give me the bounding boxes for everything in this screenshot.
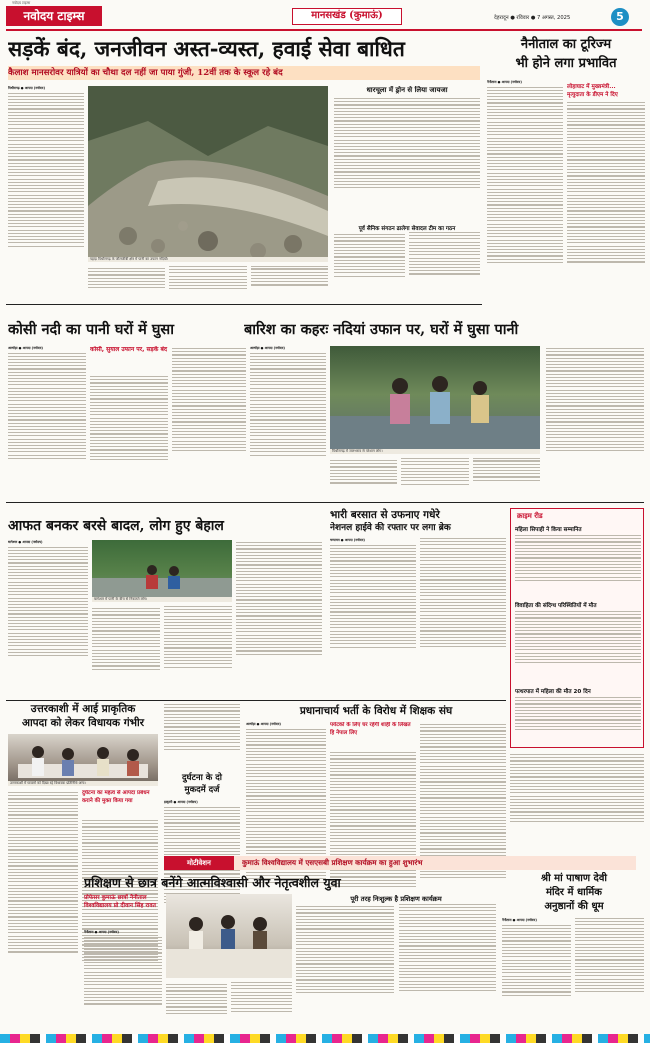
tourism-side-head: लोहाघाट में मुख्यमंत्री... <box>567 84 616 90</box>
rain-body-under-photo <box>330 458 540 498</box>
divider-3 <box>6 700 506 701</box>
brand-logo[interactable]: नवोदय टाइम्स <box>6 6 102 26</box>
motivation-strip <box>164 856 636 870</box>
river-landscape-illustration <box>88 86 328 262</box>
temple-headline-2: मंदिर में धार्मिक <box>546 887 602 898</box>
mla-body <box>8 790 78 1018</box>
bunker-photo-caption: बागेश्वर में पानी के बीच से निकलते लोग। <box>92 597 232 602</box>
kosi-body-col3 <box>172 346 246 498</box>
training-box-head: पूरी तरह निःशुल्क है प्रशिक्षण कार्यक्रम <box>350 895 442 903</box>
dowry-intro <box>164 702 240 768</box>
tourism-side-head-2: मृत्युदाता के डीएम ने दिए <box>567 92 618 98</box>
bunker-photo[interactable] <box>92 540 232 602</box>
training-body-col1 <box>84 930 162 1030</box>
training-body-right <box>296 904 496 1030</box>
crime-item-2-body <box>515 609 641 683</box>
teacher-dateline: अल्मोड़ा ● आपदा (नवोदय) <box>246 722 281 726</box>
temple-dateline: नैनीताल ● आपदा (नवोदय) <box>502 918 537 922</box>
teacher-boxed-head: पर्यटकों के लिए घर रहेगी शाही के लिखत हि नेपाल लिए <box>330 722 411 736</box>
crime-read-label: क्राइम रीड <box>517 512 543 520</box>
mla-boxed-head: दुर्घटना का महत्व से आपदा प्रबंधन कराने की मुक्त किया गया <box>82 790 150 804</box>
highway-body <box>330 538 506 696</box>
dowry-headline-2: मुकदमें दर्ज <box>184 785 220 795</box>
flood-people-illustration <box>330 346 540 454</box>
lead-dateline: पिथौरागढ़ ● आपदा (नवोदय) <box>8 86 45 90</box>
crime-item-3: पत्थरपात में महिला की मौत 20 दिन <box>515 689 591 695</box>
lead-subheadline: कैलाश मानसरोवर यात्रियों का चौथा दल नहीं जा पाया गुंजी, 12वीं तक के स्कूल रहे बंद <box>8 66 480 80</box>
crime-item-1-body <box>515 533 641 597</box>
masthead <box>0 0 650 30</box>
tourism-headline-2: भी होने लगा प्रभावित <box>515 56 617 71</box>
kosi-boxed-head: कोसी, सुयाल उफान पर, सड़कें बंद <box>90 346 168 353</box>
highway-headline-1: भारी बरसात से उफनाए गधेरे <box>330 509 440 521</box>
training-headline: प्रशिक्षण से छात्र बनेंगे आत्मविश्वासी और नेतृत्वशील युवा <box>84 875 341 890</box>
bunker-body-col2 <box>92 606 232 696</box>
teacher-headline: प्रधानाचार्य भर्ती के विरोध में शिक्षक संघ <box>299 705 453 717</box>
divider-1 <box>6 304 482 305</box>
dowry-dateline: हल्द्वानी ● आपदा (नवोदय) <box>164 800 198 804</box>
right-column-lower <box>510 752 644 848</box>
lead-photo[interactable] <box>88 86 328 262</box>
temple-headline-1: श्री मां पाषाण देवी <box>540 873 607 884</box>
tourism-body-col2 <box>567 100 645 328</box>
motivation-label: मोटीवेशन <box>164 856 234 870</box>
rain-dateline: अल्मोड़ा ● आपदा (नवोदय) <box>250 346 285 350</box>
temple-headline-3: अनुष्ठानों की धूम <box>544 901 604 912</box>
mla-photo[interactable] <box>8 734 158 786</box>
mla-headline-1: उत्तरकाशी में आई प्राकृतिक <box>30 703 136 715</box>
section-title: मानसखंड (कुमाऊं) <box>292 8 402 25</box>
brand-small: नवोदय टाइम्स <box>12 1 31 5</box>
rain-body-col1 <box>250 346 326 498</box>
rain-headline: बारिश का कहरः नदियां उफान पर, घरों में घुसा पानी <box>244 321 519 338</box>
bunker-headline: आफत बनकर बरसे बादल, लोग हुए बेहाल <box>8 518 224 534</box>
crime-item-1: महिला सिपाही ने किया सम्मानित <box>515 527 582 533</box>
drone-story-body <box>334 96 480 226</box>
motivation-text: कुमाऊं विश्वविद्यालय में एसएसबी प्रशिक्षण कार्यक्रम का हुआ शुभारंभ <box>242 858 423 867</box>
kosi-dateline: अल्मोड़ा ● आपदा (नवोदय) <box>8 346 43 350</box>
bunker-dateline: बागेश्वर ● आपदा (नवोदय) <box>8 540 43 544</box>
training-photo[interactable] <box>166 894 292 978</box>
crime-read-box <box>510 508 644 748</box>
highway-headline-2: नेशनल हाईवे की रफ्तार पर लगा ब्रेक <box>330 523 451 533</box>
drone-story-headline: धारचूला में ड्रोन से लिया जायजा <box>366 86 448 94</box>
tourism-headline-1: नैनीताल का टूरिज्म <box>520 37 612 52</box>
training-boxed-head: प्रोफेसर कुमाऊं छात्रों नैनीताल विश्वविद्यालय प्रो दीवान सिंह रावत <box>84 895 156 909</box>
lead-body-under-photo <box>88 266 328 300</box>
ex-servicemen-subhead: पूर्व सैनिक संगठन ढालेगा सेवादल टीम का गठन <box>358 226 456 232</box>
divider-2 <box>6 502 644 503</box>
highway-dateline: चम्पावत ● आपदा (नवोदय) <box>330 538 365 542</box>
mla-headline-2: आपदा को लेकर विधायक गंभीर <box>21 717 145 729</box>
rain-body-col-right <box>546 346 644 494</box>
training-body-col2 <box>166 982 292 1030</box>
seminar-stage-illustration <box>166 894 292 978</box>
tourism-dateline: नैनीताल ● आपदा (नवोदय) <box>487 80 522 84</box>
training-dateline: नैनीताल ● आपदा (नवोदय) <box>84 930 119 934</box>
edition-date: देहरादून ● रविवार ● 7 अगस्त, 2025 <box>494 15 571 21</box>
kosi-headline: कोसी नदी का पानी घरों में घुसा <box>8 321 174 338</box>
flooded-street-illustration <box>92 540 232 602</box>
registration-bar <box>0 1034 650 1043</box>
lead-headline: सड़कें बंद, जनजीवन अस्त-व्यस्त, हवाई सेवा बाधित <box>8 36 405 61</box>
bunker-body-col3 <box>236 540 322 696</box>
kosi-body-col1 <box>8 346 86 498</box>
masthead-divider <box>6 29 642 31</box>
temple-body <box>502 918 644 1030</box>
crime-item-2: विवाहिता की संदिग्ध परिस्थितियों में मौत <box>515 603 597 609</box>
rain-photo[interactable] <box>330 346 540 454</box>
crime-item-3-body <box>515 695 641 745</box>
hospital-visit-illustration <box>8 734 158 786</box>
rain-photo-caption: पिथौरागढ़ में जलभराव से परेशान लोग। <box>330 449 540 454</box>
tourism-body-col1 <box>487 80 563 328</box>
mla-photo-caption: उत्तरकाशी में घायलों को दिखा रहे विधायक प्रतिनिधि अन्य। <box>8 781 158 786</box>
ex-servicemen-body <box>334 232 480 300</box>
bunker-body-col1 <box>8 540 88 696</box>
lead-body-col1 <box>8 86 84 300</box>
kosi-body-col2 <box>90 374 168 498</box>
dowry-headline-1: दुर्घटना के दो <box>182 773 222 783</box>
lead-photo-caption: पहाड़ पिथौरागढ़ के जौलजीबी क्षेत्र में पानी का उफान नदियाँ। <box>88 257 328 262</box>
page-number: 5 <box>611 8 629 26</box>
